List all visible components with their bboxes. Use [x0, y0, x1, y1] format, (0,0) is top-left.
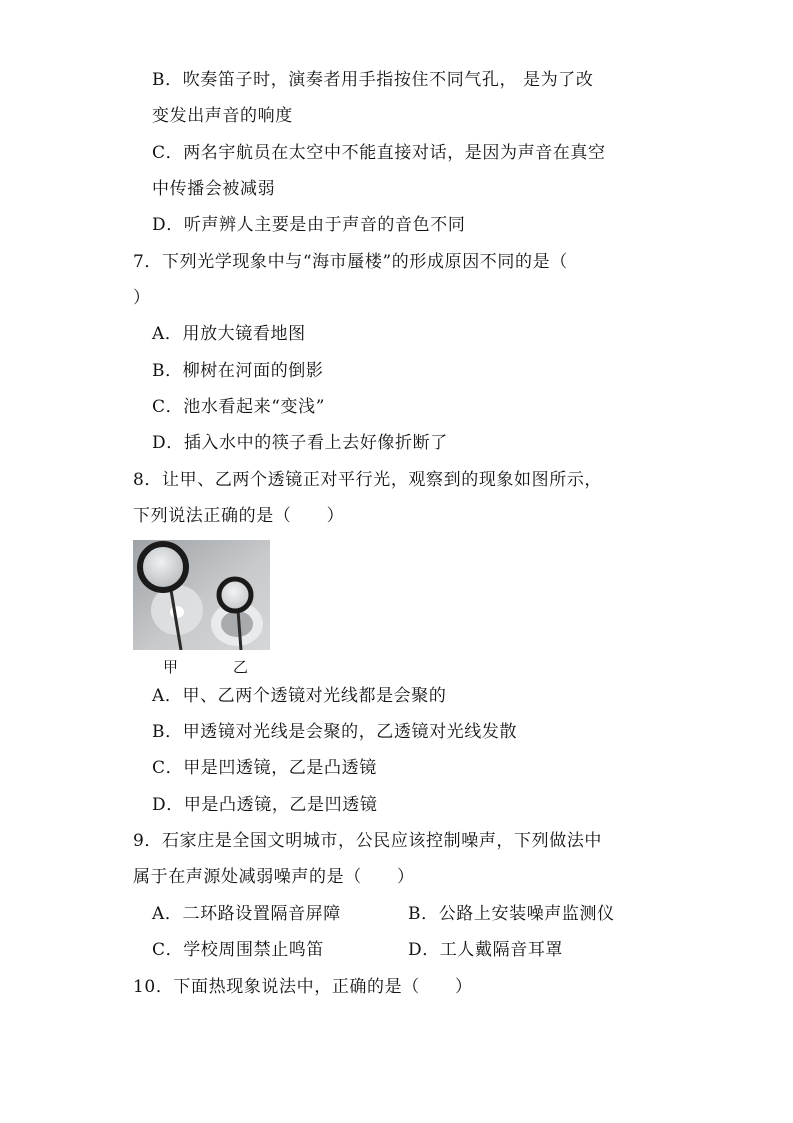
- q7-stem-line1: 7．下列光学现象中与“海市蜃楼”的形成原因不同的是（: [133, 252, 568, 272]
- lens-photo: [133, 540, 270, 650]
- q8-option-c: C．甲是凹透镜，乙是凸透镜: [152, 758, 377, 778]
- q7-option-c: C．池水看起来“变浅”: [152, 397, 325, 417]
- q6-option-b-line2: 变发出声音的响度: [152, 106, 293, 126]
- lens-photo-svg: [133, 540, 270, 650]
- q9-option-d: D．工人戴隔音耳罩: [408, 940, 564, 960]
- q7-option-a: A．用放大镜看地图: [152, 324, 306, 344]
- q6-option-c-line1: C．两名宇航员在太空中不能直接对话，是因为声音在真空: [152, 143, 606, 163]
- q9-option-a: A．二环路设置隔音屏障: [152, 904, 341, 924]
- q8-stem-line1: 8．让甲、乙两个透镜正对平行光，观察到的现象如图所示，: [133, 470, 603, 490]
- q7-option-b: B．柳树在河面的倒影: [152, 361, 324, 381]
- q8-option-d: D．甲是凸透镜，乙是凹透镜: [152, 795, 378, 815]
- q6-option-b-line1: B．吹奏笛子时，演奏者用手指按住不同气孔， 是为了改: [152, 70, 594, 90]
- q9-option-b: B．公路上安装噪声监测仪: [408, 904, 615, 924]
- q10-stem-line1: 10．下面热现象说法中，正确的是（ ）: [133, 977, 473, 997]
- lens-a-focus-spot: [170, 606, 184, 618]
- q9-stem-line1: 9．石家庄是全国文明城市，公民应该控制噪声，下列做法中: [133, 831, 603, 851]
- q7-stem-line2: ）: [133, 288, 151, 308]
- figure-label-jia: 甲: [163, 658, 179, 676]
- q6-option-c-line2: 中传播会被减弱: [152, 179, 276, 199]
- lens-a-frame: [140, 544, 186, 590]
- q8-stem-line2: 下列说法正确的是（ ）: [133, 506, 345, 526]
- q9-option-c: C．学校周围禁止鸣笛: [152, 940, 325, 960]
- figure-label-yi: 乙: [233, 658, 249, 676]
- q9-stem-line2: 属于在声源处减弱噪声的是（ ）: [133, 867, 415, 887]
- q8-option-a: A．甲、乙两个透镜对光线都是会聚的: [152, 686, 447, 706]
- q8-option-b: B．甲透镜对光线是会聚的，乙透镜对光线发散: [152, 722, 518, 742]
- lens-b-frame: [219, 579, 251, 611]
- q7-option-d: D．插入水中的筷子看上去好像折断了: [152, 433, 448, 453]
- q6-option-d: D．听声辨人主要是由于声音的音色不同: [152, 215, 466, 235]
